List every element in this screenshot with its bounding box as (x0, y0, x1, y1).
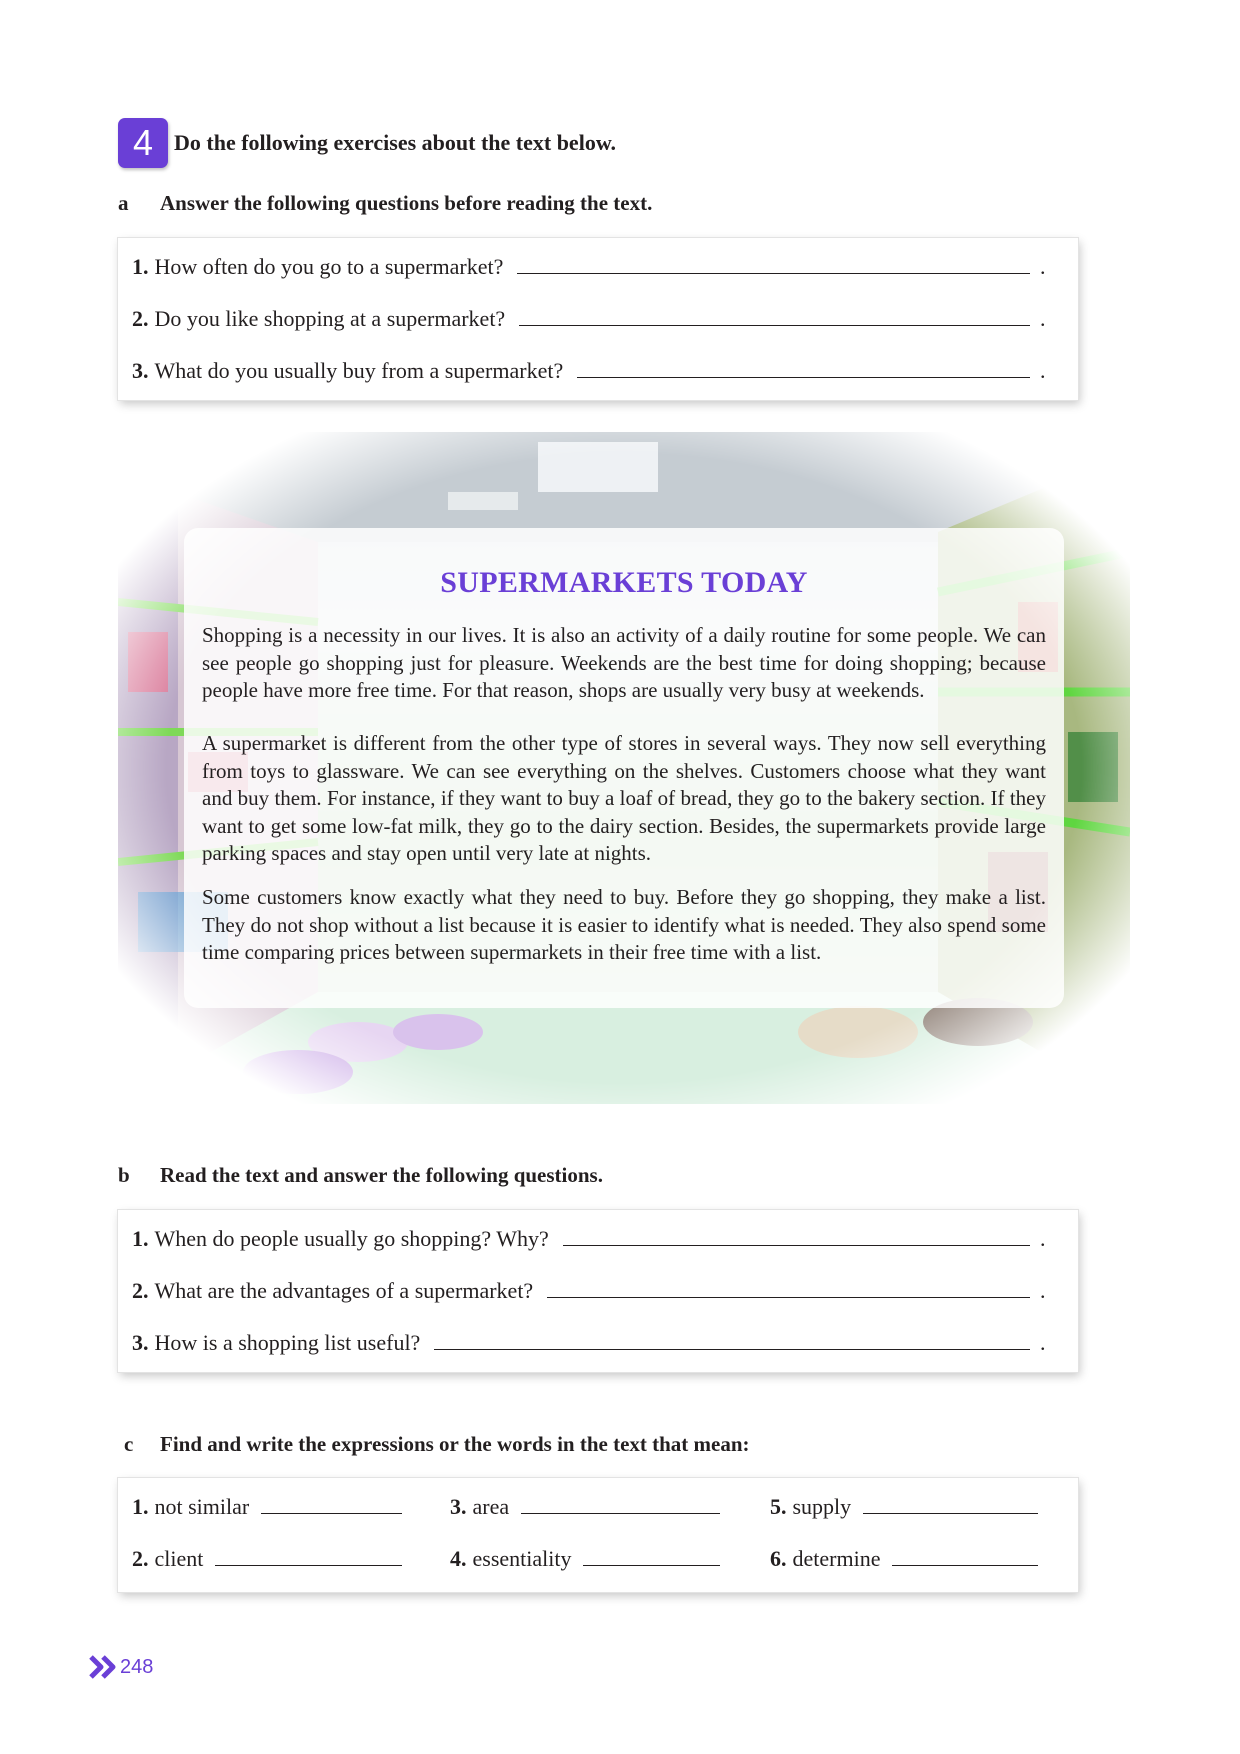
section-c-letter: c (124, 1432, 134, 1456)
question-text: Do you like shopping at a supermarket? (154, 306, 506, 331)
word-number: 2. (132, 1546, 149, 1571)
exercise-number-badge: 4 (118, 118, 168, 168)
question-text: How often do you go to a supermarket? (154, 254, 504, 279)
question-text: What do you usually buy from a supermarket? (154, 358, 564, 383)
page-number (88, 1654, 153, 1680)
answer-blank[interactable] (863, 1512, 1038, 1514)
question-number: 3. (132, 358, 149, 383)
word-number: 5. (770, 1494, 787, 1519)
section-b-title: Read the text and answer the following questions. (160, 1163, 603, 1187)
answer-blank[interactable] (434, 1348, 1030, 1350)
question-row (132, 354, 1048, 384)
question-number: 1. (132, 1226, 149, 1251)
word-text: determine (792, 1546, 881, 1571)
word-row (450, 1490, 720, 1520)
section-b-question-box (118, 1210, 1078, 1372)
question-row (132, 1326, 1048, 1356)
answer-blank[interactable] (583, 1564, 720, 1566)
answer-blank[interactable] (563, 1244, 1030, 1246)
question-row (132, 250, 1048, 280)
question-text: How is a shopping list useful? (154, 1330, 421, 1355)
section-a-letter: a (118, 191, 129, 215)
answer-blank[interactable] (519, 324, 1030, 326)
reading-title: SUPERMARKETS TODAY (440, 566, 808, 599)
word-number: 1. (132, 1494, 149, 1519)
word-text: not similar (154, 1494, 250, 1519)
answer-blank[interactable] (547, 1296, 1030, 1298)
answer-period: . (1040, 1330, 1046, 1355)
word-row (132, 1542, 402, 1572)
exercise-title: Do the following exercises about the text below. (174, 130, 616, 155)
double-chevron-icon (88, 1654, 120, 1680)
section-a-question-box (118, 238, 1078, 400)
word-row (132, 1490, 402, 1520)
word-text: area (472, 1494, 510, 1519)
section-c-word-box (118, 1478, 1078, 1592)
section-a-title: Answer the following questions before reading the text. (160, 191, 653, 215)
reading-paragraph-1: Shopping is a necessity in our lives. It is also an activity of a daily routine for some people. We can see people go shopping just for pleasure. Weekends are the best time for doing shopping; because people have more free time. For that reason, shops are usually very busy at weekends. (202, 623, 1046, 702)
word-text: supply (792, 1494, 852, 1519)
reading-paragraph-2: A supermarket is different from the other type of stores in several ways. They now sell everything from toys to glassware. We can see everything on the shelves. Customers choose what they want and buy them. For instance, if they want to buy a loaf of bread, they go to the bakery section. If they want to get some low-fat milk, they go to the dairy section. Besides, the supermarkets provide large parking spaces and stay open until very late at nights. (202, 731, 1046, 865)
answer-blank[interactable] (521, 1512, 720, 1514)
word-row (770, 1490, 1038, 1520)
question-number: 2. (132, 306, 149, 331)
answer-blank[interactable] (892, 1564, 1038, 1566)
word-text: client (154, 1546, 204, 1571)
answer-period: . (1040, 1226, 1046, 1251)
answer-period: . (1040, 358, 1046, 383)
answer-period: . (1040, 1278, 1046, 1303)
word-number: 3. (450, 1494, 467, 1519)
word-row (450, 1542, 720, 1572)
answer-period: . (1040, 254, 1046, 279)
section-b-letter: b (118, 1163, 130, 1187)
question-number: 3. (132, 1330, 149, 1355)
answer-blank[interactable] (517, 272, 1030, 274)
reading-text-card (184, 528, 1064, 1008)
reading-paragraph-3: Some customers know exactly what they need to buy. Before they go shopping, they make a list. They do not shop without a list because it is easier to identify what is needed. They also spend some time comparing prices between supermarkets in their free time with a list. (202, 885, 1046, 964)
question-row (132, 1274, 1048, 1304)
question-number: 2. (132, 1278, 149, 1303)
page-number-text: 248 (120, 1655, 154, 1678)
answer-blank[interactable] (215, 1564, 402, 1566)
word-number: 6. (770, 1546, 787, 1571)
word-row (770, 1542, 1038, 1572)
section-c-title: Find and write the expressions or the words in the text that mean: (160, 1432, 750, 1456)
question-row (132, 302, 1048, 332)
question-row (132, 1222, 1048, 1252)
word-text: essentiality (472, 1546, 572, 1571)
question-text: What are the advantages of a supermarket? (154, 1278, 534, 1303)
answer-blank[interactable] (577, 376, 1030, 378)
question-text: When do people usually go shopping? Why? (154, 1226, 549, 1251)
answer-blank[interactable] (261, 1512, 402, 1514)
answer-period: . (1040, 306, 1046, 331)
question-number: 1. (132, 254, 149, 279)
word-number: 4. (450, 1546, 467, 1571)
